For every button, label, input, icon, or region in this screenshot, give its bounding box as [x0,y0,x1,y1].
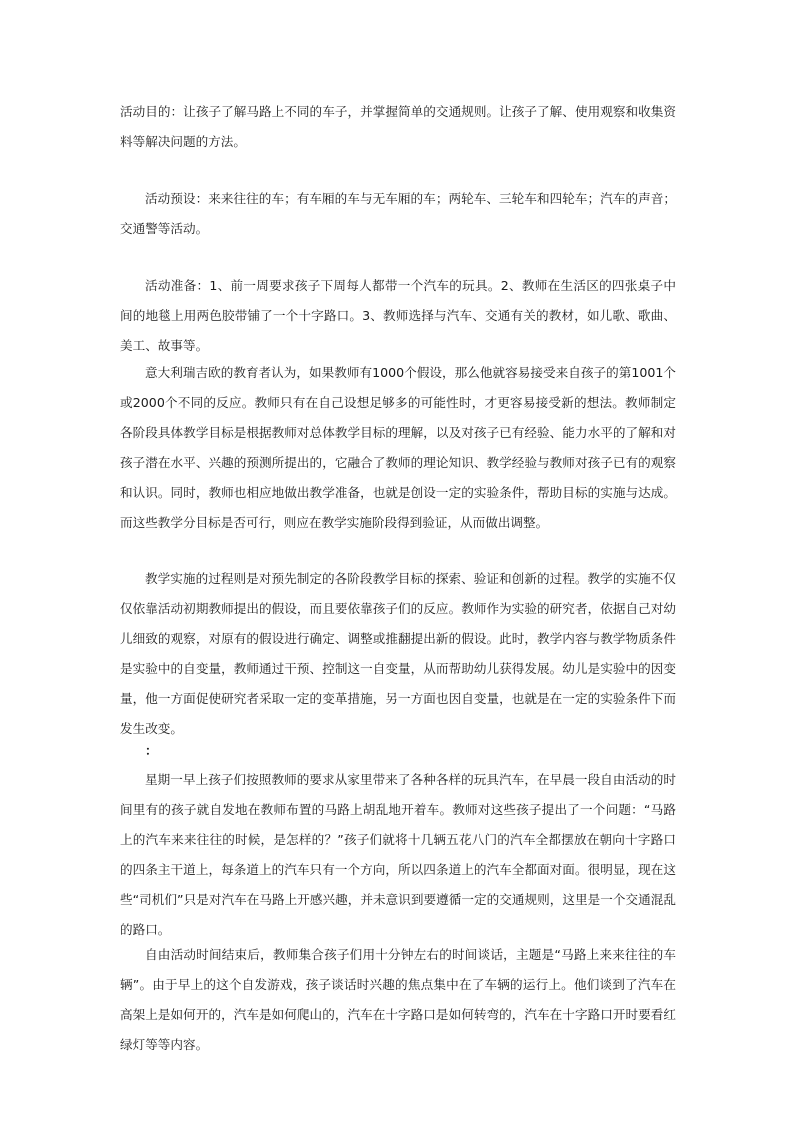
paragraph-activity-preparation: 活动准备：1、前一周要求孩子下周每人都带一个汽车的玩具。2、教师在生活区的四张桌子中间的地毯上用两色胶带铺了一个十字路口。3、教师选择与汽车、交通有关的教材，如儿歌、歌曲、美工、故事等。 [120,278,676,353]
paragraph-activity-goal: 活动目的：让孩子了解马路上不同的车子，并掌握简单的交通规则。让孩子了解、使用观察和收集资料等解决问题的方法。 [120,104,676,149]
section-colon-marker: ： [145,743,158,758]
paragraph-teaching-process: 教学实施的过程则是对预先制定的各阶段教学目标的探索、验证和创新的过程。教学的实施不仅仅依靠活动初期教师提出的假设，而且要依靠孩子们的反应。教师作为实验的研究者，依据自己对幼儿细致的观察，对原有的假设进行确定、调整或推翻提出新的假设。此时，教学内容与教学物质条件是实验中的自变量，教师通过干预、控制这一自变量，从而帮助幼儿获得发展。幼儿是实验中的因变量，他一方面促使研究者采取一定的变革措施，另一方面也因自变量，也就是在一定的实验条件下而发生改变。 [120,571,676,736]
paragraph-reggio-educators: 意大利瑞吉欧的教育者认为，如果教师有1000个假设，那么他就容易接受来自孩子的第1001个或2000个不同的反应。教师只有在自己设想足够多的可能性时，才更容易接受新的想法。教师制定各阶段具体教学目标是根据教师对总体教学目标的理解，以及对孩子已有经验、能力水平的了解和对孩子潜在水平、兴趣的预测所提出的，它融合了教师的理论知识、教学经验与教师对孩子已有的观察和认识。同时，教师也相应地做出教学准备，也就是创设一定的实验条件，帮助目标的实施与达成。而这些教学分目标是否可行，则应在教学实施阶段得到验证，从而做出调整。 [120,365,676,530]
paragraph-free-activity-end: 自由活动时间结束后，教师集合孩子们用十分钟左右的时间谈话，主题是“马路上来来往往的车辆”。由于早上的这个自发游戏，孩子谈话时兴趣的焦点集中在了车辆的运行上。他们谈到了汽车在高架上是如何开的，汽车是如何爬山的，汽车在十字路口是如何转弯的，汽车在十字路口开时要看红绿灯等等内容。 [120,947,676,1052]
paragraph-activity-presets: 活动预设：来来往往的车；有车厢的车与无车厢的车；两轮车、三轮车和四轮车；汽车的声音；交通警等活动。 [120,191,676,236]
paragraph-monday-morning: 星期一早上孩子们按照教师的要求从家里带来了各种各样的玩具汽车，在早晨一段自由活动的时间里有的孩子就自发地在教师布置的马路上胡乱地开着车。教师对这些孩子提出了一个问题：“马路上的汽车来来往往的时候，是怎样的？”孩子们就将十几辆五花八门的汽车全都摆放在朝向十字路口的四条主干道上，每条道上的汽车只有一个方向，所以四条道上的汽车全都面对面。很明显，现在这些“司机们”只是对汽车在马路上开感兴趣，并未意识到要遵循一定的交通规则，这里是一个交通混乱的路口。 [120,772,676,937]
